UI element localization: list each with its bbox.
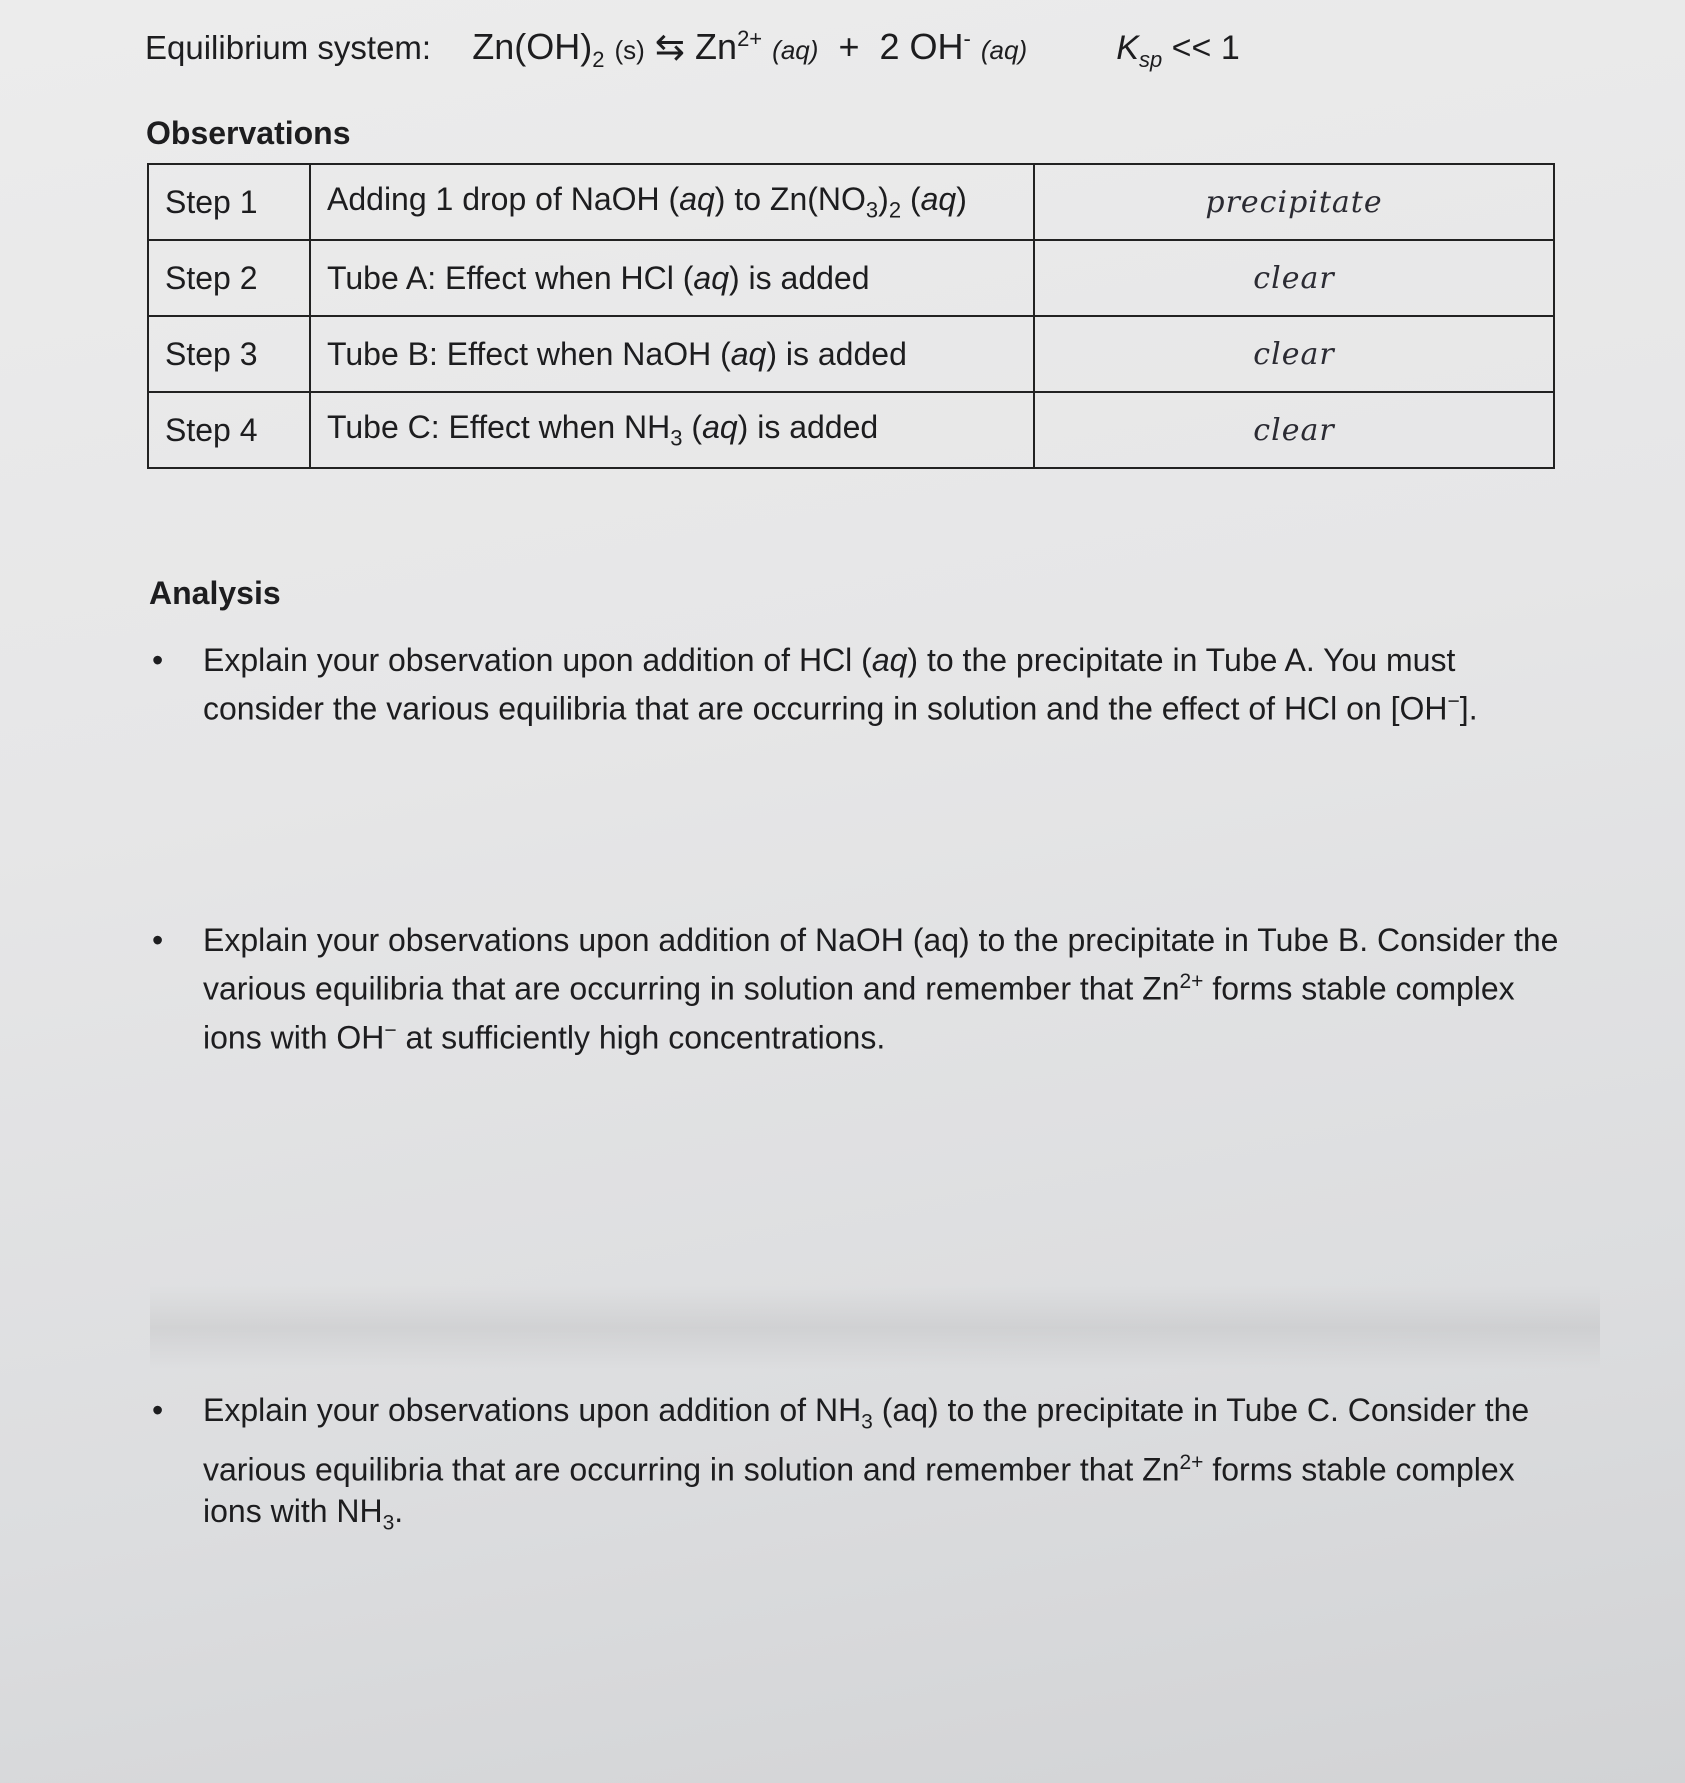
paper-shadow [150,1285,1600,1370]
handwritten-result: clear [1034,240,1554,316]
equation-formula: $Zn(OH)_2$ (s) ⇆ $Zn^{2+}$ (aq) + 2 OH- (aq) [472,26,1028,73]
step-cell: Step 2 [148,240,310,316]
equilibrium-equation [145,26,1240,73]
table-row [148,316,1554,392]
step-cell: Step 1 [148,164,310,240]
table-row [148,240,1554,316]
analysis-question-3: • Explain your observations upon addition of $NH_3$ (aq) to the precipitate in Tube C. Consider the various equilibria that are occurring in solution and remember that $Zn^{2+}$ forms stable complex ions with $NH_3$. [152,1392,1530,1535]
observations-heading: Observations [146,115,351,151]
bullet-icon: • [152,922,164,958]
observations-table [147,163,1555,469]
description-cell: Tube A: Effect when HCl (aq) is added [310,240,1034,316]
description-cell: Tube C: Effect when $NH_3$ (aq) is added [310,392,1034,468]
analysis-heading: Analysis [149,575,281,611]
equation-label: Equilibrium system: [145,29,432,66]
equilibrium-arrow-icon: ⇆ [654,26,686,67]
step-cell: Step 4 [148,392,310,468]
handwritten-result: clear [1034,392,1554,468]
analysis-question-2: • Explain your observations upon addition of NaOH (aq) to the precipitate in Tube B. Consider the various equilibria that are occurring in solution and remember that $Zn^{2+}$ forms stable complex ions with OH− at sufficiently high concentrations. [152,922,1559,1056]
analysis-question-1: • Explain your observation upon addition of HCl (aq) to the precipitate in Tube A. You must consider the various equilibria that are occurring in solution and the effect of HCl on [OH−]. [152,642,1478,727]
table-row [148,392,1554,468]
description-cell: Tube B: Effect when NaOH (aq) is added [310,316,1034,392]
bullet-icon: • [152,1392,164,1428]
step-cell: Step 3 [148,316,310,392]
handwritten-result: precipitate [1034,164,1554,240]
ksp-condition: $K_{sp} << 1$ [1116,29,1240,72]
bullet-icon: • [152,642,164,678]
handwritten-result: clear [1034,316,1554,392]
table-row [148,164,1554,240]
description-cell: Adding 1 drop of NaOH (aq) to $Zn(NO_3)_2$ (aq) [310,164,1034,240]
